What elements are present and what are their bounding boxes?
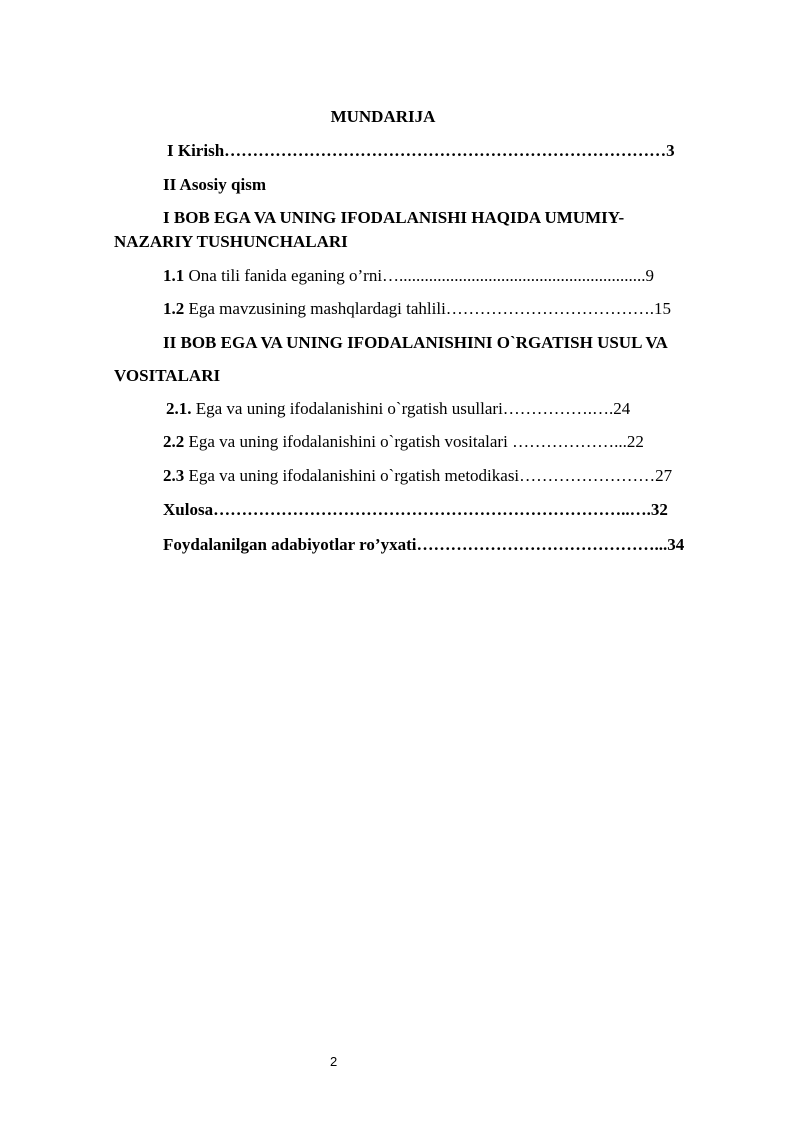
section-number: 1.2 [163,299,185,318]
section-number: 2.1. [166,399,192,418]
toc-chapter-1-line-1: I BOB EGA VA UNING IFODALANISHI HAQIDA UMUMIY- [163,208,625,227]
page-number: 2 [330,1054,338,1069]
toc-entry-asosiy-qism: II Asosiy qism [163,175,266,194]
section-text: Ega va uning ifodalanishini o`rgatish vositalari ………………...22 [184,432,644,451]
toc-entry-1-2 [163,299,671,319]
toc-entry-kirish: I Kirish……………………………………………………………………3 [167,141,675,160]
section-number: 1.1 [163,266,185,285]
toc-entry-2-2 [163,432,644,452]
section-text: Ega mavzusining mashqlardagi tahlili……………………………….15 [184,299,672,318]
toc-entry-1-1 [163,266,654,286]
section-number: 2.3 [163,466,185,485]
toc-entry-xulosa: Xulosa………………………………………………………………..….32 [163,500,668,519]
section-text: Ega va uning ifodalanishini o`rgatish metodikasi……………………27 [184,466,673,485]
toc-entry-adabiyotlar: Foydalanilgan adabiyotlar ro’yxati……………………………………...34 [163,535,685,554]
section-text: Ona tili fanida eganing o’rni…..........................................................9 [184,266,655,285]
toc-entry-2-1 [166,399,630,419]
section-number: 2.2 [163,432,185,451]
toc-chapter-2-line-1: II BOB EGA VA UNING IFODALANISHINI O`RGATISH USUL VA [163,333,668,352]
section-text: Ega va uning ifodalanishini o`rgatish usullari…………….….24 [191,399,631,418]
toc-entry-2-3 [163,466,672,486]
toc-title: MUNDARIJA [330,107,436,126]
toc-chapter-1-line-2: NAZARIY TUSHUNCHALARI [114,232,348,251]
toc-chapter-2-line-2: VOSITALARI [114,366,221,385]
